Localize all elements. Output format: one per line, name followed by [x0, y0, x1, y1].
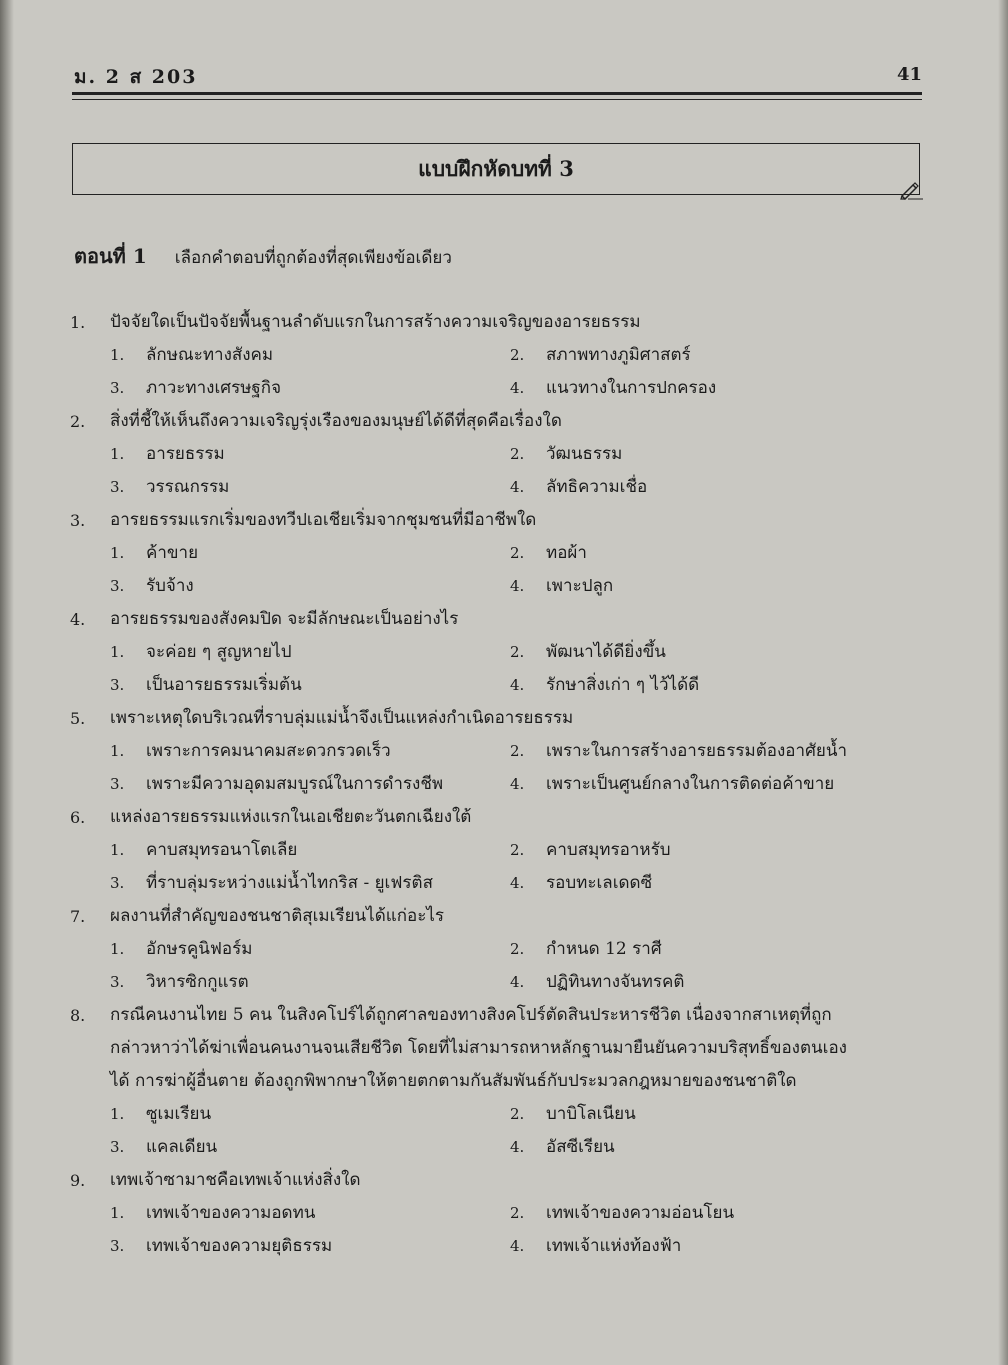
answer-option [510, 570, 930, 603]
option-number: 2. [510, 742, 525, 760]
option-number: 2. [510, 1105, 525, 1123]
option-number: 3. [110, 577, 125, 595]
question-text-line: ปัจจัยใดเป็นปัจจัยพื้นฐานลำดับแรกในการสร้างความเจริญของอารยธรรม [110, 312, 641, 332]
option-number: 3. [110, 1237, 125, 1255]
option-number: 3. [110, 874, 125, 892]
section-label: ตอนที่ 1 [74, 244, 147, 268]
question-text [110, 801, 930, 834]
answer-option [110, 570, 510, 603]
answer-option [510, 1197, 930, 1230]
option-number: 2. [510, 346, 525, 364]
answer-options [110, 636, 1008, 702]
answer-option [510, 471, 930, 504]
answer-option [110, 933, 510, 966]
option-number: 3. [110, 676, 125, 694]
option-number: 4. [510, 1237, 525, 1255]
answer-option [510, 537, 930, 570]
option-text: คาบสมุทรอนาโตเลีย [146, 840, 298, 860]
answer-option [510, 1098, 930, 1131]
option-number: 1. [110, 841, 125, 859]
question-text [110, 1164, 930, 1197]
option-text: รอบทะเลเดดซี [546, 873, 653, 893]
answer-option [510, 834, 930, 867]
option-number: 1. [110, 1105, 125, 1123]
question-item [0, 1164, 1008, 1263]
option-number: 1. [110, 346, 125, 364]
option-text: เพราะการคมนาคมสะดวกรวดเร็ว [146, 741, 391, 761]
answer-options [110, 339, 1008, 405]
answer-option [510, 372, 930, 405]
option-number: 4. [510, 676, 525, 694]
option-text: วัฒนธรรม [546, 444, 623, 464]
answer-options [110, 735, 1008, 801]
option-text: ค้าขาย [146, 543, 199, 563]
question-text [110, 504, 930, 537]
option-text: บาบิโลเนียน [546, 1104, 636, 1124]
answer-option [510, 768, 930, 801]
option-number: 2. [510, 1204, 525, 1222]
answer-option [510, 438, 930, 471]
question-item [0, 405, 1008, 504]
option-text: ทอผ้า [546, 543, 587, 563]
option-number: 3. [110, 775, 125, 793]
option-text: เพราะเป็นศูนย์กลางในการติดต่อค้าขาย [546, 774, 835, 794]
question-number: 5. [70, 709, 86, 728]
answer-option [110, 372, 510, 405]
option-text: เพราะในการสร้างอารยธรรมต้องอาศัยน้ำ [546, 741, 847, 761]
question-number: 7. [70, 907, 86, 926]
answer-options [110, 933, 1008, 999]
question-item [0, 504, 1008, 603]
pen-writing-icon [899, 180, 925, 200]
question-text [110, 603, 930, 636]
answer-option [110, 438, 510, 471]
header-rule-thick [72, 92, 922, 95]
answer-options [110, 1197, 1008, 1263]
question-text [110, 900, 930, 933]
running-header-course: ม. 2 ส 203 [74, 66, 198, 88]
option-number: 4. [510, 1138, 525, 1156]
option-text: พัฒนาได้ดียิ่งขึ้น [546, 642, 666, 662]
option-text: อักษรคูนิฟอร์ม [146, 939, 253, 959]
option-text: เทพเจ้าของความยุติธรรม [146, 1236, 333, 1256]
option-number: 1. [110, 742, 125, 760]
option-number: 2. [510, 940, 525, 958]
answer-option [110, 636, 510, 669]
question-text-line: แหล่งอารยธรรมแห่งแรกในเอเชียตะวันตกเฉียงใต้ [110, 807, 472, 827]
answer-option [110, 1131, 510, 1164]
option-text: รับจ้าง [146, 576, 194, 596]
option-number: 3. [110, 478, 125, 496]
answer-option [510, 339, 930, 372]
option-number: 2. [510, 445, 525, 463]
question-text-line: เทพเจ้าซามาชคือเทพเจ้าแห่งสิ่งใด [110, 1170, 361, 1190]
option-text: อารยธรรม [146, 444, 225, 464]
question-text-line: อารยธรรมของสังคมปิด จะมีลักษณะเป็นอย่างไร [110, 609, 459, 629]
answer-options [110, 834, 1008, 900]
answer-options [110, 438, 1008, 504]
option-number: 2. [510, 643, 525, 661]
question-list [0, 306, 1008, 1263]
answer-option [510, 735, 930, 768]
answer-option [110, 537, 510, 570]
option-number: 1. [110, 544, 125, 562]
question-number: 6. [70, 808, 86, 827]
option-number: 4. [510, 478, 525, 496]
option-number: 1. [110, 445, 125, 463]
answer-option [110, 471, 510, 504]
answer-option [110, 768, 510, 801]
option-text: คาบสมุทรอาหรับ [546, 840, 671, 860]
option-text: กำหนด 12 ราศี [546, 939, 662, 959]
option-text: เทพเจ้าของความอดทน [146, 1203, 316, 1223]
question-item [0, 999, 1008, 1164]
option-number: 4. [510, 577, 525, 595]
answer-option [110, 1197, 510, 1230]
option-text: ภาวะทางเศรษฐกิจ [146, 378, 282, 398]
answer-options [110, 1098, 1008, 1164]
option-number: 3. [110, 379, 125, 397]
exercise-title-box [72, 143, 920, 195]
question-number: 9. [70, 1171, 86, 1190]
answer-option [110, 1098, 510, 1131]
question-number: 2. [70, 412, 86, 431]
section-heading [74, 240, 452, 272]
option-text: เทพเจ้าแห่งท้องฟ้า [546, 1236, 682, 1256]
answer-option [510, 966, 930, 999]
question-text-line: กล่าวหาว่าได้ฆ่าเพื่อนคนงานจนเสียชีวิต โดยที่ไม่สามารถหาหลักฐานมายืนยันความบริสุทธิ์ของตนเอง [110, 1038, 847, 1058]
option-text: ปฏิทินทางจันทรคติ [546, 972, 685, 992]
question-text [110, 306, 930, 339]
option-text: ลักษณะทางสังคม [146, 345, 274, 365]
question-text-line: อารยธรรมแรกเริ่มของทวีปเอเชียเริ่มจากชุมชนที่มีอาชีพใด [110, 510, 537, 530]
answer-option [510, 933, 930, 966]
question-text-line: ได้ การฆ่าผู้อื่นตาย ต้องถูกพิพากษาให้ตายตกตามกันสัมพันธ์กับประมวลกฎหมายของชนชาติใด [110, 1071, 797, 1091]
option-number: 3. [110, 973, 125, 991]
question-number: 8. [70, 1006, 86, 1025]
question-text [110, 702, 930, 735]
option-text: อัสซีเรียน [546, 1137, 615, 1157]
question-item [0, 900, 1008, 999]
question-text-line: สิ่งที่ชี้ให้เห็นถึงความเจริญรุ่งเรืองของมนุษย์ได้ดีที่สุดคือเรื่องใด [110, 411, 562, 431]
question-text-line: เพราะเหตุใดบริเวณที่ราบลุ่มแม่น้ำจึงเป็นแหล่งกำเนิดอารยธรรม [110, 708, 574, 728]
option-number: 2. [510, 841, 525, 859]
answer-option [510, 1230, 930, 1263]
question-item [0, 801, 1008, 900]
option-text: สภาพทางภูมิศาสตร์ [546, 345, 691, 365]
answer-option [110, 966, 510, 999]
question-number: 1. [70, 313, 86, 332]
answer-option [110, 867, 510, 900]
option-text: เป็นอารยธรรมเริ่มต้น [146, 675, 302, 695]
option-number: 4. [510, 775, 525, 793]
question-number: 3. [70, 511, 86, 530]
option-text: เพาะปลูก [546, 576, 614, 596]
option-number: 1. [110, 1204, 125, 1222]
option-number: 4. [510, 874, 525, 892]
option-text: แคลเดียน [146, 1137, 218, 1157]
question-item [0, 306, 1008, 405]
answer-option [110, 1230, 510, 1263]
option-number: 4. [510, 973, 525, 991]
answer-option [110, 339, 510, 372]
option-number: 4. [510, 379, 525, 397]
answer-option [110, 735, 510, 768]
option-text: จะค่อย ๆ สูญหายไป [146, 642, 292, 662]
question-number: 4. [70, 610, 86, 629]
answer-option [510, 636, 930, 669]
answer-option [110, 669, 510, 702]
answer-option [510, 1131, 930, 1164]
question-item [0, 702, 1008, 801]
option-text: ที่ราบลุ่มระหว่างแม่น้ำไทกริส - ยูเฟรติส [146, 873, 433, 893]
answer-option [510, 669, 930, 702]
option-text: ซูเมเรียน [146, 1104, 212, 1124]
exercise-title: แบบฝึกหัดบทที่ 3 [418, 155, 574, 181]
question-text-line: กรณีคนงานไทย 5 คน ในสิงคโปร์ได้ถูกศาลของทางสิงคโปร์ตัดสินประหารชีวิต เนื่องจากสาเหตุที่ถูก [110, 1005, 832, 1025]
option-number: 3. [110, 1138, 125, 1156]
header-rule-thin [72, 99, 922, 100]
page-number: 41 [896, 64, 922, 85]
option-text: ลัทธิความเชื่อ [546, 477, 648, 497]
question-text [110, 999, 930, 1098]
question-text [110, 405, 930, 438]
option-text: เพราะมีความอุดมสมบูรณ์ในการดำรงชีพ [146, 774, 444, 794]
option-text: แนวทางในการปกครอง [546, 378, 717, 398]
option-text: วิหารซิกกูแรต [146, 972, 249, 992]
option-text: รักษาสิ่งเก่า ๆ ไว้ได้ดี [546, 675, 700, 695]
section-instruction: เลือกคำตอบที่ถูกต้องที่สุดเพียงข้อเดียว [174, 248, 452, 268]
option-number: 1. [110, 643, 125, 661]
question-text-line: ผลงานที่สำคัญของชนชาติสุเมเรียนได้แก่อะไร [110, 906, 445, 926]
answer-options [110, 537, 1008, 603]
option-number: 2. [510, 544, 525, 562]
answer-option [110, 834, 510, 867]
question-item [0, 603, 1008, 702]
answer-option [510, 867, 930, 900]
option-text: เทพเจ้าของความอ่อนโยน [546, 1203, 735, 1223]
option-number: 1. [110, 940, 125, 958]
option-text: วรรณกรรม [146, 477, 230, 497]
